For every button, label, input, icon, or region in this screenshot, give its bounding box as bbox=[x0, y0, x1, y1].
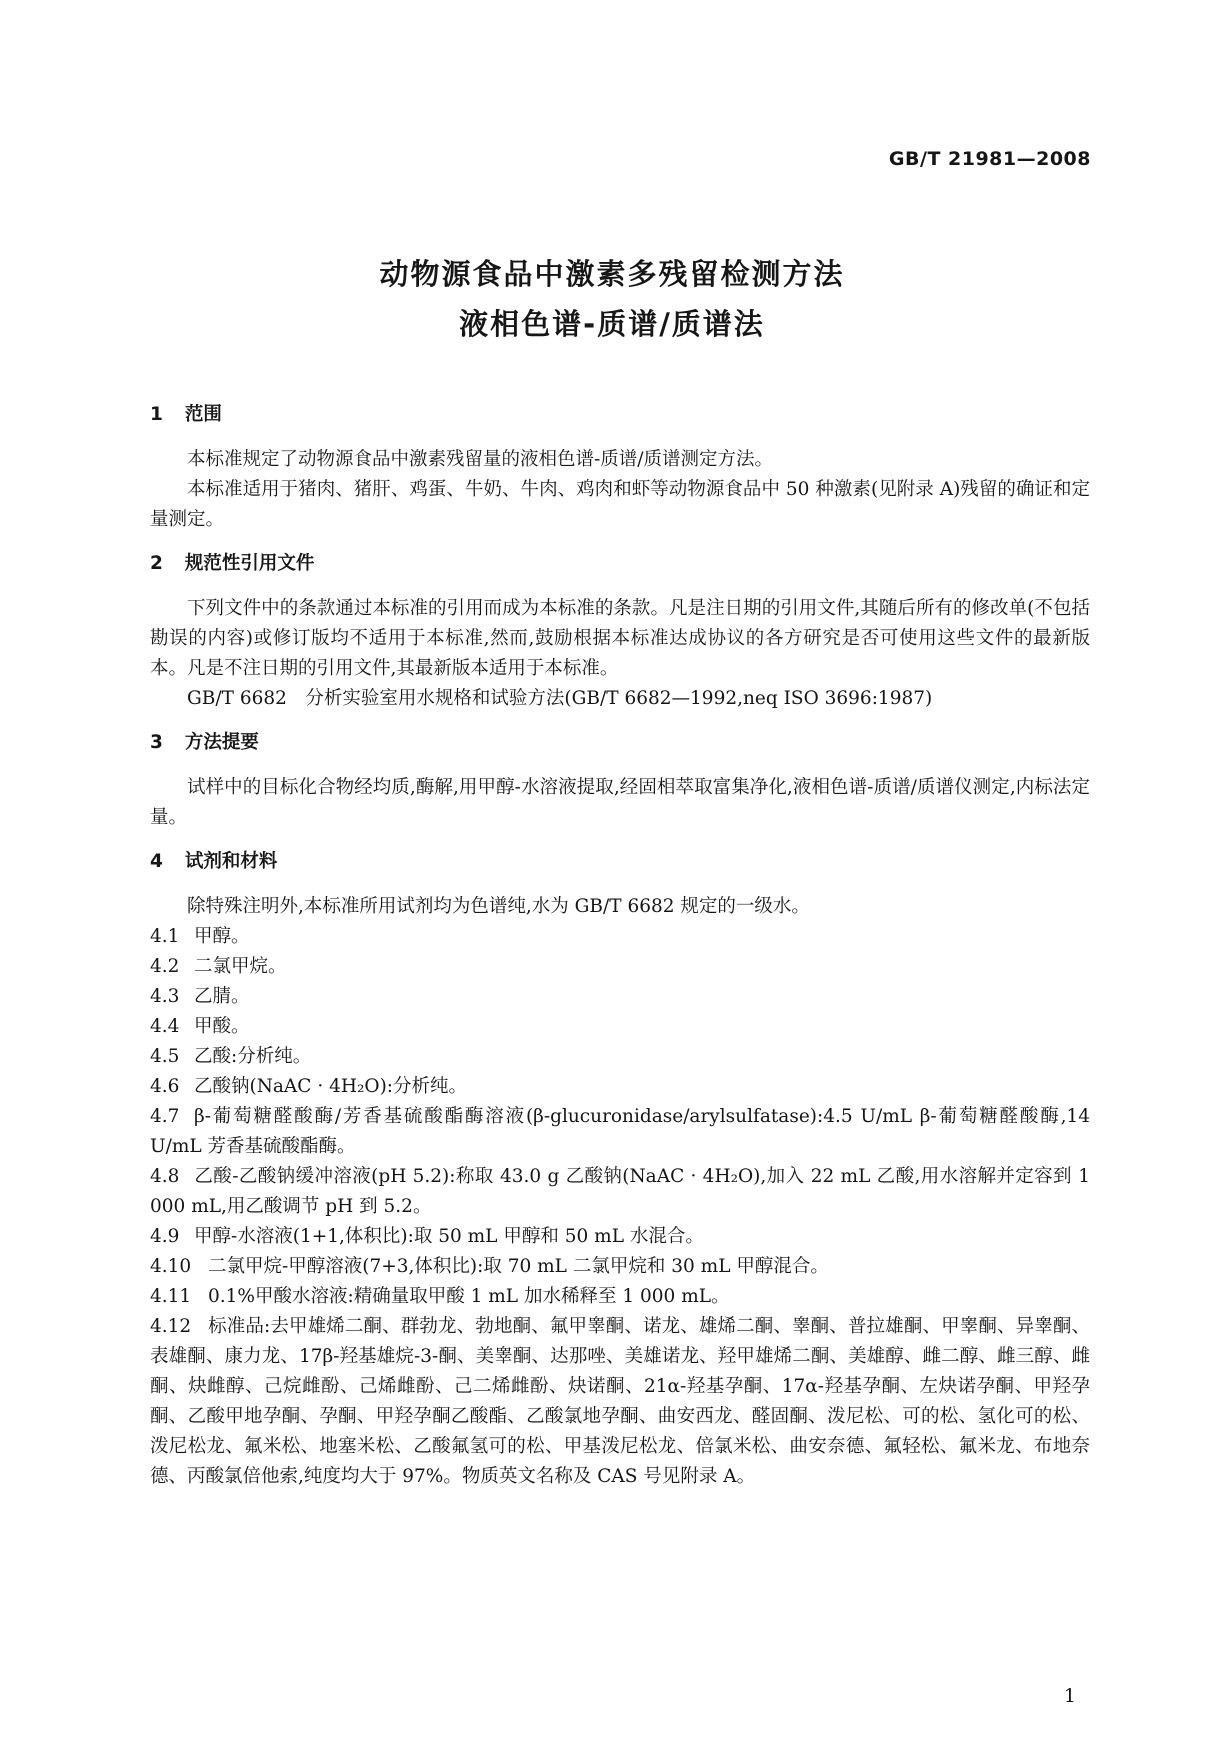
section-2-heading bbox=[150, 549, 1090, 579]
item-text: 二氯甲烷-甲醇溶液(7+3,体积比):取 70 mL 二氯甲烷和 30 mL 甲醇混合。 bbox=[208, 1256, 829, 1277]
item-text: 乙酸钠(NaAC · 4H₂O):分析纯。 bbox=[194, 1076, 468, 1097]
list-item bbox=[150, 1042, 1090, 1072]
list-item bbox=[150, 952, 1090, 982]
item-number: 4.9 bbox=[150, 1226, 180, 1247]
section-title: 方法提要 bbox=[184, 732, 259, 753]
document-body bbox=[150, 400, 1090, 1492]
item-number: 4.6 bbox=[150, 1076, 180, 1097]
list-item bbox=[150, 1312, 1090, 1492]
paragraph: 下列文件中的条款通过本标准的引用而成为本标准的条款。凡是注日期的引用文件,其随后所有的修改单(不包括勘误的内容)或修订版均不适用于本标准,然而,鼓励根据本标准达成协议的各方研究是否可使用这些文件的最新版本。凡是不注日期的引用文件,其最新版本适用于本标准。 bbox=[150, 598, 1090, 679]
list-item bbox=[150, 1282, 1090, 1312]
section-title: 试剂和材料 bbox=[184, 851, 278, 872]
item-text: 0.1%甲酸水溶液:精确量取甲酸 1 mL 加水稀释至 1 000 mL。 bbox=[208, 1286, 730, 1307]
item-number: 4.7 bbox=[150, 1106, 180, 1127]
standard-number: GB/T 21981—2008 bbox=[888, 148, 1091, 170]
list-item bbox=[150, 1072, 1090, 1102]
document-title-line1: 动物源食品中激素多残留检测方法 bbox=[379, 257, 845, 291]
item-number: 4.8 bbox=[150, 1166, 180, 1187]
item-text: 乙酸:分析纯。 bbox=[194, 1046, 312, 1067]
item-text: 二氯甲烷。 bbox=[194, 956, 287, 977]
list-item bbox=[150, 982, 1090, 1012]
paragraph: 试样中的目标化合物经均质,酶解,用甲醇-水溶液提取,经固相萃取富集净化,液相色谱-质谱/质谱仪测定,内标法定量。 bbox=[150, 777, 1090, 828]
list-item bbox=[150, 1012, 1090, 1042]
item-number: 4.5 bbox=[150, 1046, 180, 1067]
section-number: 1 bbox=[150, 404, 163, 425]
paragraph: 本标准适用于猪肉、猪肝、鸡蛋、牛奶、牛肉、鸡肉和虾等动物源食品中 50 种激素(见附录 A)残留的确证和定量测定。 bbox=[150, 479, 1090, 530]
document-title-line2: 液相色谱-质谱/质谱法 bbox=[459, 307, 765, 341]
reference-entry: GB/T 6682 分析实验室用水规格和试验方法(GB/T 6682—1992,neq ISO 3696:1987) bbox=[187, 688, 933, 709]
list-item bbox=[150, 1222, 1090, 1252]
item-number: 4.3 bbox=[150, 986, 180, 1007]
item-text: β-葡萄糖醛酸酶/芳香基硫酸酯酶溶液(β-glucuronidase/arylsulfatase):4.5 U/mL β-葡萄糖醛酸酶,14 U/mL 芳香基硫酸酯酶。 bbox=[150, 1106, 1090, 1157]
section-title: 范围 bbox=[184, 404, 222, 425]
item-number: 4.2 bbox=[150, 956, 180, 977]
list-item bbox=[150, 1162, 1090, 1222]
item-number: 4.10 bbox=[150, 1256, 192, 1277]
page-number: 1 bbox=[1063, 1685, 1076, 1707]
list-item bbox=[150, 1252, 1090, 1282]
section-4-heading bbox=[150, 847, 1090, 877]
item-number: 4.12 bbox=[150, 1316, 192, 1337]
section-title: 规范性引用文件 bbox=[184, 553, 315, 574]
section-3-heading bbox=[150, 728, 1090, 758]
item-number: 4.4 bbox=[150, 1016, 180, 1037]
item-text: 甲醇。 bbox=[194, 926, 250, 947]
item-text: 标准品:去甲雄烯二酮、群勃龙、勃地酮、氟甲睾酮、诺龙、雄烯二酮、睾酮、普拉雄酮、甲睾酮、异睾酮、表雄酮、康力龙、17β-羟基雄烷-3-酮、美睾酮、达那唑、美雄诺龙、羟甲雄烯二酮、美雄醇、雌二醇、雌三醇、雌酮、炔雌醇、己烷雌酚、己烯雌酚、己二烯雌酚、炔诺酮、21α-羟基孕酮、17α-羟基孕酮、左炔诺孕酮、甲羟孕酮、乙酸甲地孕酮、孕酮、甲羟孕酮乙酸酯、乙酸氯地孕酮、曲安西龙、醛固酮、泼尼松、可的松、氢化可的松、泼尼松龙、氟米松、地塞米松、乙酸氟氢可的松、甲基泼尼松龙、倍氯米松、曲安奈德、氟轻松、氟米龙、布地奈德、丙酸氯倍他索,纯度均大于 97%。物质英文名称及 CAS 号见附录 A。 bbox=[150, 1316, 1090, 1487]
item-number: 4.11 bbox=[150, 1286, 192, 1307]
item-text: 乙腈。 bbox=[194, 986, 250, 1007]
item-text: 甲酸。 bbox=[194, 1016, 250, 1037]
section-number: 2 bbox=[150, 553, 163, 574]
list-item bbox=[150, 922, 1090, 952]
paragraph: 除特殊注明外,本标准所用试剂均为色谱纯,水为 GB/T 6682 规定的一级水。 bbox=[187, 896, 810, 917]
section-number: 3 bbox=[150, 732, 163, 753]
section-1-heading bbox=[150, 400, 1090, 430]
item-text: 乙酸-乙酸钠缓冲溶液(pH 5.2):称取 43.0 g 乙酸钠(NaAC · 4H₂O),加入 22 mL 乙酸,用水溶解并定容到 1 000 mL,用乙酸调节 pH 到 5.2。 bbox=[150, 1166, 1090, 1217]
item-text: 甲醇-水溶液(1+1,体积比):取 50 mL 甲醇和 50 mL 水混合。 bbox=[194, 1226, 704, 1247]
list-item bbox=[150, 1102, 1090, 1162]
item-number: 4.1 bbox=[150, 926, 180, 947]
section-number: 4 bbox=[150, 851, 163, 872]
paragraph: 本标准规定了动物源食品中激素残留量的液相色谱-质谱/质谱测定方法。 bbox=[187, 449, 773, 470]
